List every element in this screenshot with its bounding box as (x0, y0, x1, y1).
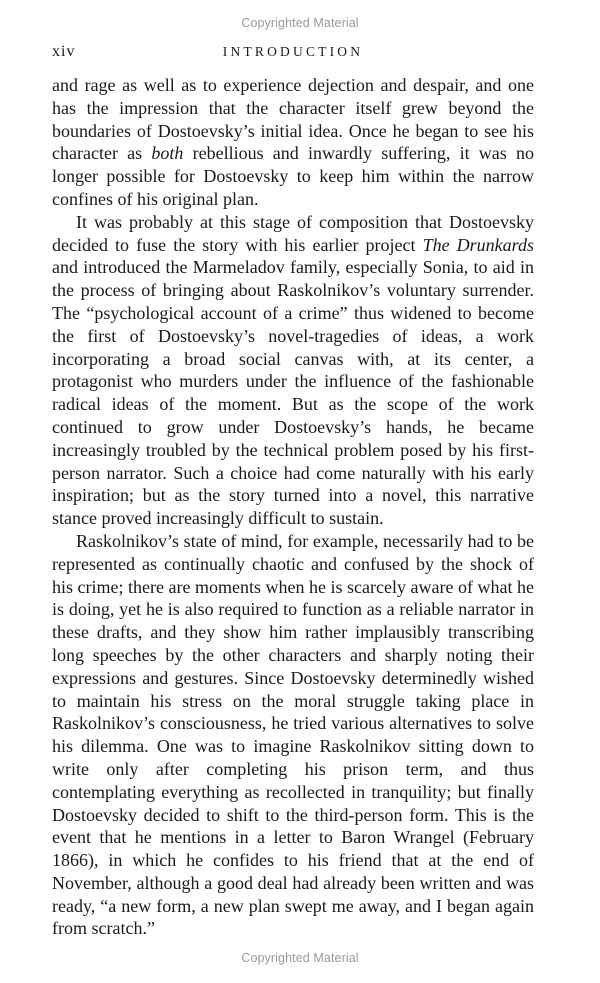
page-number: xiv (52, 43, 76, 60)
paragraph (52, 211, 534, 530)
text-run: It was probably at this stage of composition that Dostoevsky decided to fuse the story with his earlier project (52, 211, 534, 255)
italic-text: The Drunkards (422, 234, 534, 255)
text-run: and rage as well as to experience dejection and despair, and one has the impression that the character itself grew beyond the boundaries of Dostoevsky’s initial idea. Once he began to see his character as (52, 75, 534, 164)
page-header (52, 43, 534, 63)
paragraph (52, 74, 534, 211)
running-head: INTRODUCTION (222, 44, 364, 59)
copyright-watermark-top: Copyrighted Material (241, 16, 359, 30)
copyright-watermark-bottom: Copyrighted Material (241, 951, 359, 965)
text-run: Raskolnikov’s state of mind, for example, necessarily had to be represented as continually chaotic and confused by the shock of his crime; there are moments when he is scarcely aware of what he is doing, yet he is also required to function as a reliable narrator in these drafts, and they show him rather implausibly transcribing long speeches by the other characters and sharply noting their expressions and gestures. Since Dostoevsky determinedly wished to maintain his stress on the moral struggle taking place in Raskolnikov’s consciousness, he tried various alternatives to solve his dilemma. One was to imagine Raskolnikov sitting down to write only after completing his prison term, and thus contemplating everything as recollected in tranquility; but finally Dostoevsky decided to shift to the third-person form. This is the event that he mentions in a letter to Baron Wrangel (February 1866), in which he confides to his friend that at the end of November, although a good deal had already been written and was ready, “a new form, a new plan swept me away, and I began again from scratch.” (52, 530, 534, 939)
body-text (52, 74, 534, 940)
italic-text: both (151, 143, 184, 164)
paragraph (52, 530, 534, 940)
text-run: and introduced the Marmeladov family, especially Sonia, to aid in the process of bringing about Raskolnikov’s voluntary surrender. The “psychological account of a crime” thus widened to become the first of Dostoevsky’s novel-tragedies of ideas, a work incorporating a broad social canvas with, at its center, a protagonist who murders under the influence of the fashionable radical ideas of the moment. But as the scope of the work continued to grow under Dostoevsky’s hands, he became increasingly troubled by the technical problem posed by his first-person narrator. Such a choice had come naturally with his early inspiration; but as the story turned into a novel, this narrative stance proved increasingly difficult to sustain. (52, 257, 534, 529)
text-run: rebellious and inwardly suffering, it was no longer possible for Dostoevsky to keep him within the narrow confines of his original plan. (52, 143, 534, 209)
